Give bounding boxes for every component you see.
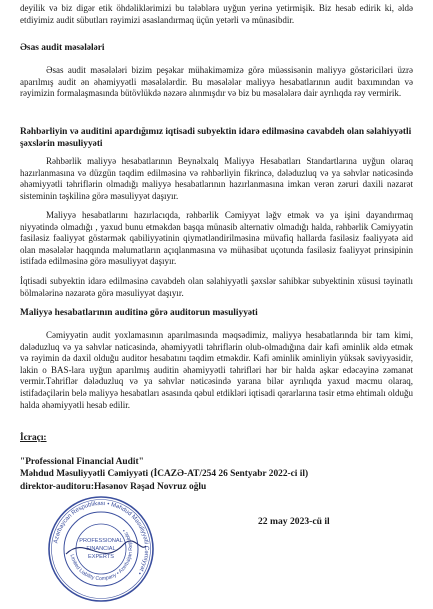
intro-paragraph: deyilik və biz digər etik öhdəliklərimizi bu tələblərə uyğun yerinə yetirmişik. Biz hesab edirik ki, əldə etdiyimiz audit sübutları rəyimizi əsaslandırmaq üçün yetərli və münasibdir. [20,3,413,25]
executor-registration: Məhdud Məsuliyyətli Cəmiyyəti (İCAZƏ-AT/254 26 Sentyabr 2022-ci il) [20,469,309,479]
auditor-responsibility-paragraph: Cəmiyyətin audit yoxlamasının aparılmasında məqsədimiz, maliyyə hesabatlarında bir tam kimi, dələduzluq və ya səhvlər nəticəsində, əhəmiyyətli təhriflərin olub-olmadığına dair kafi əminlik əldə etmək və rəyimin də daxil olduğu auditor hesabatını təqdim etməkdir. Kafi əminlik əminliyin yüksək səviyyəsidir, lakin o BAS-lara uyğun aparılmış auditin əhəmiyyətli təhrifləri hər bir halda aşkar edəcəyinə zəmanət vermir.Təhriflər dələduzluq və ya səhvlər nəticəsində yarana bilər ayrılıqda yaxud məcmu olaraq, istifadəçilərin belə maliyyə hesabatları əsasında qəbul etdikləri iqtisadi qərarlarına təsir etmə ehtimalı olduğu halda əhəmiyyətli hesab edilir. [20,330,413,410]
section-heading-auditor-responsibility: Maliyyə hesabatlarının auditinə görə auditorun məsuliyyəti [20,308,258,318]
seal-center-line-2: FINANCIAL [86,546,116,552]
key-audit-matters-paragraph: Əsas audit məsələləri bizim peşəkar mühakiməmizə görə müəssisənin maliyyə göstəriciləri üzrə aparılmış audit ən əhəmiyyətli məsələlərdir. Bu məsələlər maliyyə hesabatlarının audit baxımından və rəyimizin formalaşmasında bütövlükdə nəzərə alınmışdır və biz bu məsələlərə dair ayrılıqda rəy vermirik. [20,65,413,99]
section-heading-key-audit-matters: Əsas audit məsələləri [20,43,105,53]
seal-center-line-1: PROFESSIONAL [79,538,123,544]
seal-inner-text: Limited Liability Company • Azerbaijan Republic • [68,527,135,583]
seal-center-line-3: EXPERTS [87,554,115,560]
management-responsibility-paragraph-3: İqtisadi subyektin idarə edilməsinə cavabdeh olan səlahiyyətli şəxslər sahibkar subyektinin xüsusi təyinatlı bölmələrinə nəzarətə görə məsuliyyət daşıyır. [20,276,413,298]
section-heading-management-responsibility: Rəhbərliyin və auditini apardığımız iqtisadi subyektin idarə edilməsinə cavabdeh olan səlahiyyətli şəxslərin məsuliyyəti [20,127,412,149]
executor-director: direktor-auditoru:Həsənov Rəşad Novruz oğlu [20,482,207,492]
management-responsibility-paragraph-2: Maliyyə hesabatlarını hazırlacıqda, rəhbərlik Cəmiyyət ləğv etmək və ya işini dayandırmaq niyyətində olmadığı , yaxud bunu etməkdən başqa münasib alternativ olmadığı halda, rəhbərlik Cəmiyyətin fasiləsiz fəaliyyət göstərmək qabiliyyətinin qiymətləndirilməsinə müvafiq hallarda fasiləsiz fəaliyyətə aid olan məsələlər haqqında məlumatların açıqlanmasına və mühasibat uçotunda fasiləsiz fəaliyyət prinsipinin istifadə edilməsinə görə məsuliyyət daşıyır. [20,210,413,267]
executor-company: "Professional Financial Audit" [20,457,144,467]
signature-date: 22 may 2023-cü il [258,516,330,527]
executor-label: İcraçı: [20,433,47,443]
management-responsibility-paragraph-1: Rəhbərlik maliyyə hesabatlarının Beynəlxalq Maliyyə Hesabatları Standartlarına uyğun olaraq hazırlanmasına və düzgün təqdim edilməsinə və rəhbərliyin fikrincə, dələduzluq və ya səhvlər nəticəsində əhəmiyyətli təhriflərin olmadığı maliyyə hesabatlarının hazırlanmasına imkan verən zəruri daxili nəzarət sisteminin təşkilinə görə məsuliyyət daşıyır. [20,156,413,201]
seal-graphic [46,494,156,604]
company-seal [46,494,156,604]
seal-outer-text: Azərbaycan Respublikası • Məhdud Məsuliyyətli Cəmiyyət • [53,500,150,576]
